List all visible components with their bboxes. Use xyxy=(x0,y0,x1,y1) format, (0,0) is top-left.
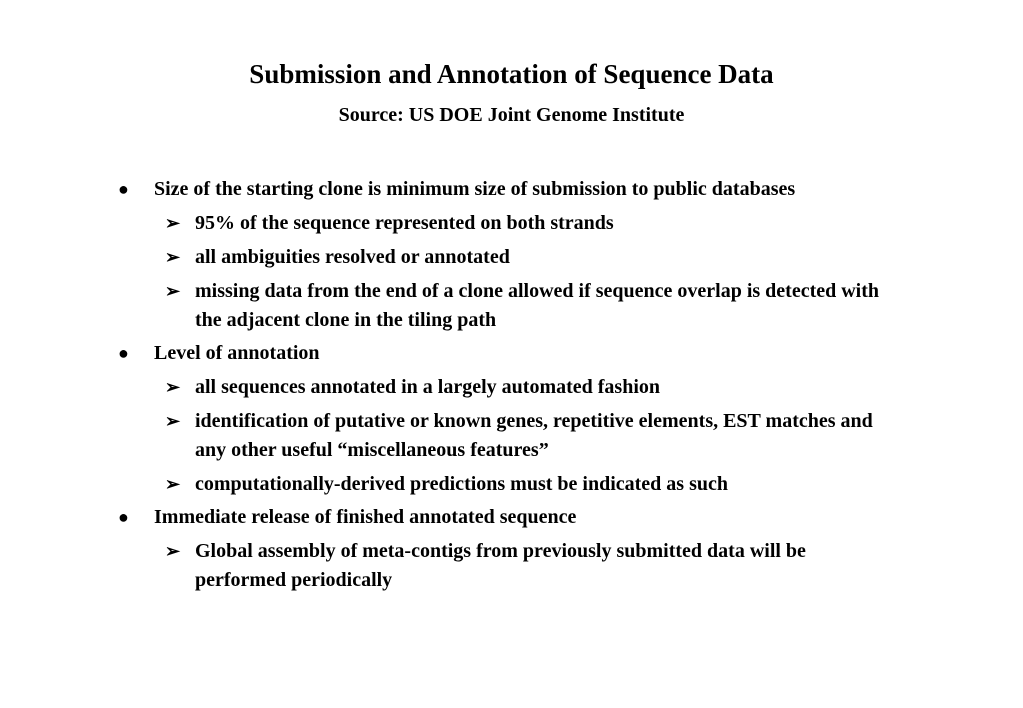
bullet-item xyxy=(0,175,854,204)
bullet-dot-icon: ● xyxy=(118,507,129,527)
sub-bullet-text: all ambiguities resolved or annotated xyxy=(195,246,510,268)
bullet-dot-icon: ● xyxy=(118,343,129,363)
bullet-text: Size of the starting clone is minimum size of submission to public databases xyxy=(154,178,796,200)
sub-bullet-text: 95% of the sequence represented on both strands xyxy=(195,212,614,234)
sub-bullet-text: Global assembly of meta-contigs from previously submitted data will be performed periodically xyxy=(195,540,806,591)
arrowhead-icon: ➢ xyxy=(165,541,181,561)
arrowhead-icon: ➢ xyxy=(165,411,181,431)
bullet-dot-icon: ● xyxy=(118,179,129,199)
sub-bullet-text: computationally-derived predictions must be indicated as such xyxy=(195,473,728,495)
arrowhead-icon: ➢ xyxy=(165,281,181,301)
sub-bullet-text: missing data from the end of a clone allowed if sequence overlap is detected with the adjacent clone in the tiling path xyxy=(195,280,880,331)
sub-bullet-text: identification of putative or known genes, repetitive elements, EST matches and any other useful “miscellaneous features” xyxy=(195,410,873,461)
bullet-text: Level of annotation xyxy=(154,342,320,364)
sub-bullet-item xyxy=(0,537,895,595)
sub-bullet-item xyxy=(0,373,895,402)
sub-bullet-text: all sequences annotated in a largely automated fashion xyxy=(195,376,661,398)
page-subtitle: Source: US DOE Joint Genome Institute xyxy=(338,104,685,126)
bullet-list xyxy=(0,175,1023,595)
bullet-item xyxy=(0,339,854,368)
bullet-item xyxy=(0,503,854,532)
bullet-text: Immediate release of finished annotated sequence xyxy=(154,506,577,528)
arrowhead-icon: ➢ xyxy=(165,377,181,397)
arrowhead-icon: ➢ xyxy=(165,213,181,233)
arrowhead-icon: ➢ xyxy=(165,247,181,267)
sub-bullet-item xyxy=(0,407,895,465)
arrowhead-icon: ➢ xyxy=(165,474,181,494)
sub-bullet-item xyxy=(0,277,895,335)
sub-bullet-item xyxy=(0,470,895,499)
page-title: Submission and Annotation of Sequence Data xyxy=(249,59,774,89)
sub-bullet-item xyxy=(0,243,895,272)
sub-bullet-item xyxy=(0,209,895,238)
